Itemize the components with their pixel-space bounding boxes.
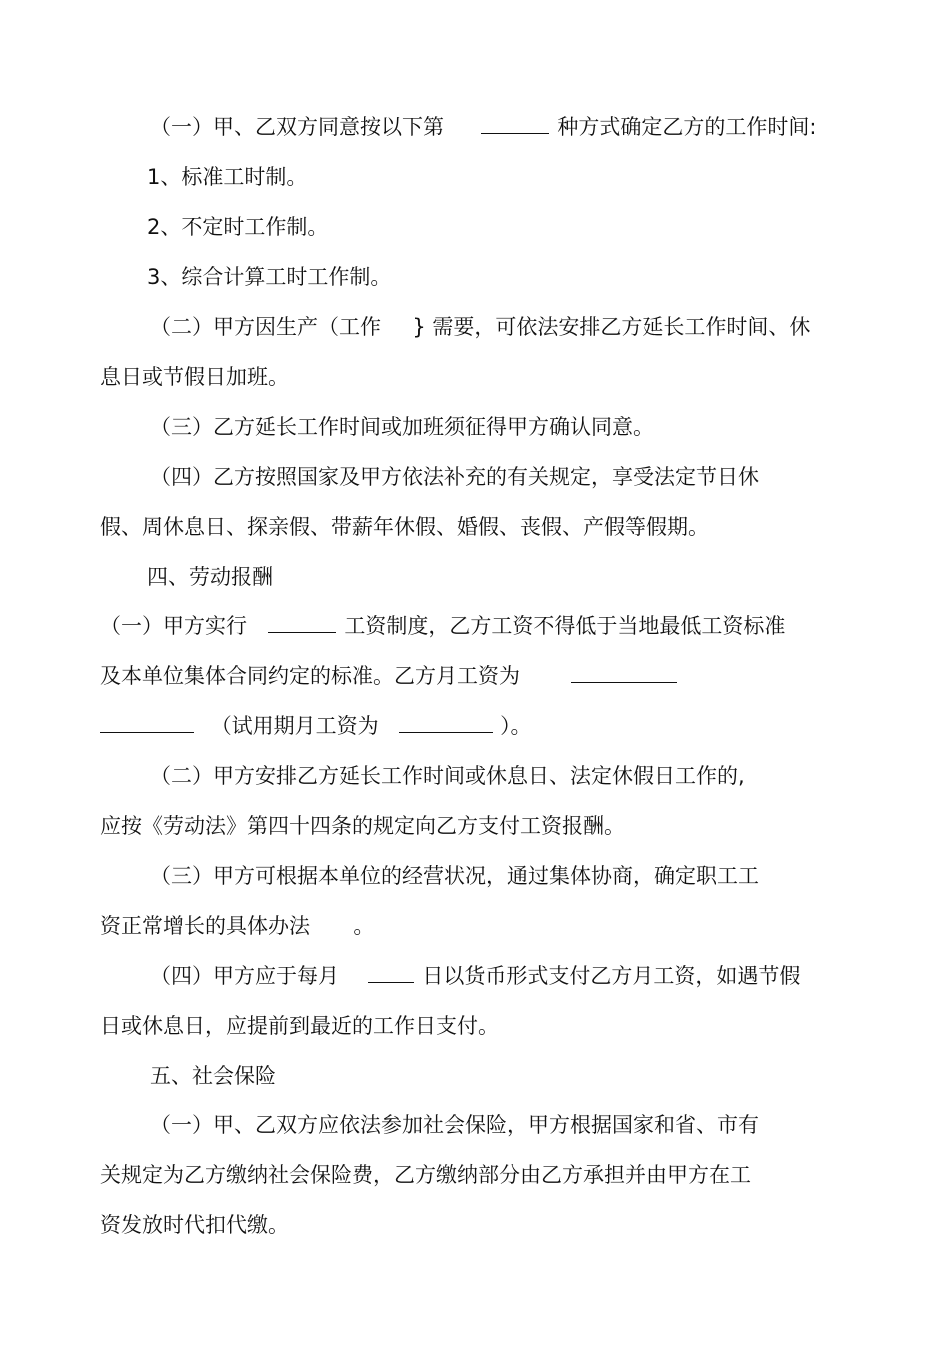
text: } 需要，可依法安排乙方延长工作时间、休 [412,315,811,339]
heading: 五、社会保险 [150,1064,276,1088]
paragraph-social-insurance-cont [100,1161,751,1189]
text: 2、不定时工作制。 [147,215,329,239]
text: （一）甲方实行 [100,614,247,638]
section-heading-social-insurance [150,1062,276,1090]
paragraph-holidays [150,463,759,491]
paragraph-overtime-confirmation [150,413,654,441]
text: （四）乙方按照国家及甲方依法补充的有关规定，享受法定节日休 [150,465,759,489]
text: 假、周休息日、探亲假、带薪年休假、婚假、丧假、产假等假期。 [100,515,709,539]
text: 3、综合计算工时工作制。 [147,265,392,289]
text: 及本单位集体合同约定的标准。乙方月工资为 [100,664,520,688]
text: 1、标准工时制。 [147,165,308,189]
text: （三）甲方可根据本单位的经营状况，通过集体协商，确定职工工 [150,864,759,888]
text: 应按《劳动法》第四十四条的规定向乙方支付工资报酬。 [100,814,625,838]
text: 资正常增长的具体办法 [100,914,310,938]
option-standard-hours [147,163,307,191]
fill-in-blank[interactable] [100,712,194,733]
fill-in-blank[interactable] [368,962,414,983]
text: 。 [353,914,375,938]
paragraph-social-insurance [150,1111,759,1139]
paragraph-social-insurance-cont2 [100,1211,289,1239]
text: （二）甲方安排乙方延长工作时间或休息日、法定休假日工作的, [150,764,745,788]
text: 日以货币形式支付乙方月工资，如遇节假 [422,964,801,988]
heading: 四、劳动报酬 [147,565,273,589]
text: 资发放时代扣代缴。 [100,1213,289,1237]
option-flexible-hours [147,213,328,241]
paragraph-probation-wage [100,712,532,740]
paragraph-wage-system [100,612,785,640]
text: 息日或节假日加班。 [100,365,289,389]
text: （试用期月工资为 [210,714,379,738]
text: （四）甲方应于每月 [150,964,339,988]
paragraph-pay-date-cont [100,1012,499,1040]
text: ）。 [500,714,532,738]
paragraph-pay-date [150,962,800,990]
text: （三）乙方延长工作时间或加班须征得甲方确认同意。 [150,415,654,439]
text: 种方式确定乙方的工作时间: [557,115,817,139]
paragraph-overtime-pay-cont [100,812,625,840]
paragraph-wage-growth-cont [100,912,374,940]
paragraph-wage-system-cont [100,662,677,690]
fill-in-blank[interactable] [268,612,336,633]
fill-in-blank[interactable] [481,113,549,134]
paragraph-work-hours-method [150,113,816,141]
fill-in-blank[interactable] [571,662,677,683]
fill-in-blank[interactable] [399,712,493,733]
paragraph-wage-growth [150,862,759,890]
paragraph-overtime-arrangement [150,313,810,341]
text: （二）甲方因生产（工作 [150,315,381,339]
paragraph-overtime-arrangement-cont [100,363,289,391]
section-heading-remuneration [147,563,273,591]
text: 关规定为乙方缴纳社会保险费，乙方缴纳部分由乙方承担并由甲方在工 [100,1163,751,1187]
text: 日或休息日，应提前到最近的工作日支付。 [100,1014,499,1038]
paragraph-holidays-cont [100,513,709,541]
text: （一）甲、乙双方同意按以下第 [150,115,444,139]
text: （一）甲、乙双方应依法参加社会保险，甲方根据国家和省、市有 [150,1113,759,1137]
paragraph-overtime-pay [150,762,745,790]
text: 工资制度，乙方工资不得低于当地最低工资标准 [344,614,786,638]
option-comprehensive-hours [147,263,391,291]
